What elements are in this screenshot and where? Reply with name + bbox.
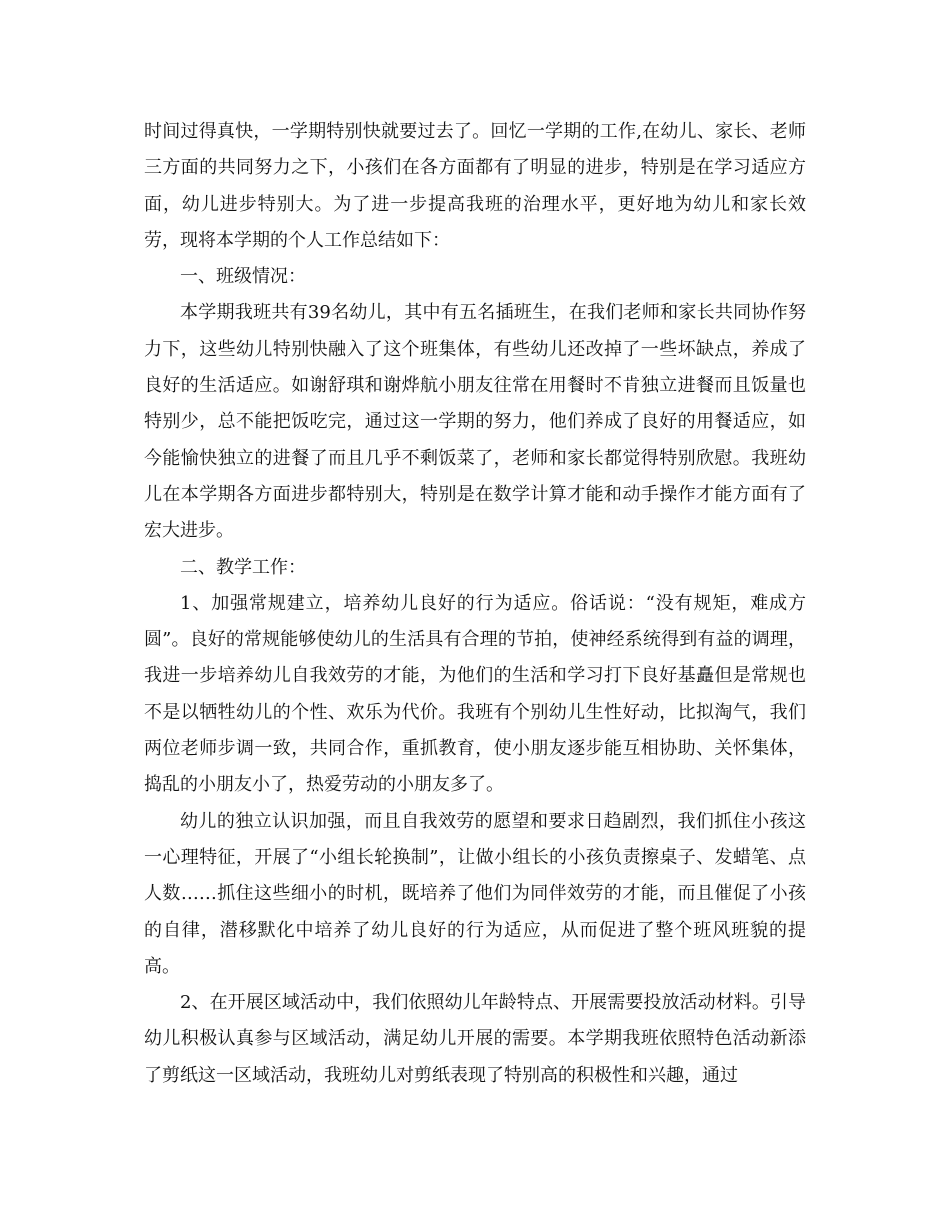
document-body [144,114,806,1094]
section-heading-class-situation: 一、班级情况： [180,266,306,288]
independence-paragraph: 幼儿的独立认识加强，而且自我效劳的愿望和要求日趋剧烈，我们抓住小孩这一心理特征，开展了“小组长轮换制”，让做小组长的小孩负责擦桌子、发蜡笔、点人数……抓住这些细小的时机，既培养了他们为同伴效劳的才能，而且催促了小孩的自律，潜移默化中培养了幼儿良好的行为适应，从而促进了整个班风班貌的提高。 [144,810,806,977]
area-activities-paragraph: 2、在开展区域活动中，我们依照幼儿年龄特点、开展需要投放活动材料。引导幼儿积极认真参与区域活动，满足幼儿开展的需要。本学期我班依照特色活动新添了剪纸这一区域活动，我班幼儿对剪纸表现了特别高的积极性和兴趣，通过 [144,992,806,1086]
section-heading-teaching-work: 二、教学工作： [180,556,306,578]
routine-building-paragraph: 1、加强常规建立，培养幼儿良好的行为适应。俗话说：“没有规矩，难成方圆”。良好的常规能够使幼儿的生活具有合理的节拍，使神经系统得到有益的调理，我进一步培养幼儿自我效劳的才能，为他们的生活和学习打下良好基矗但是常规也不是以牺牲幼儿的个性、欢乐为代价。我班有个别幼儿生性好动，比拟淘气，我们两位老师步调一致，共同合作，重抓教育，使小朋友逐步能互相协助、关怀集体，捣乱的小朋友小了，热爱劳动的小朋友多了。 [144,592,806,796]
intro-paragraph: 时间过得真快，一学期特别快就要过去了。回忆一学期的工作,在幼儿、家长、老师三方面的共同努力之下，小孩们在各方面都有了明显的进步，特别是在学习适应方面，幼儿进步特别大。为了进一步提高我班的治理水平，更好地为幼儿和家长效劳，现将本学期的个人工作总结如下： [144,121,806,251]
class-situation-paragraph: 本学期我班共有39名幼儿，其中有五名插班生，在我们老师和家长共同协作努力下，这些幼儿特别快融入了这个班集体，有些幼儿还改掉了一些坏缺点，养成了良好的生活适应。如谢舒琪和谢烨航小朋友往常在用餐时不肯独立进餐而且饭量也特别少，总不能把饭吃完，通过这一学期的努力，他们养成了良好的用餐适应，如今能愉快独立的进餐了而且几乎不剩饭菜了，老师和家长都觉得特别欣慰。我班幼儿在本学期各方面进步都特别大，特别是在数学计算才能和动手操作才能方面有了宏大进步。 [144,302,806,542]
